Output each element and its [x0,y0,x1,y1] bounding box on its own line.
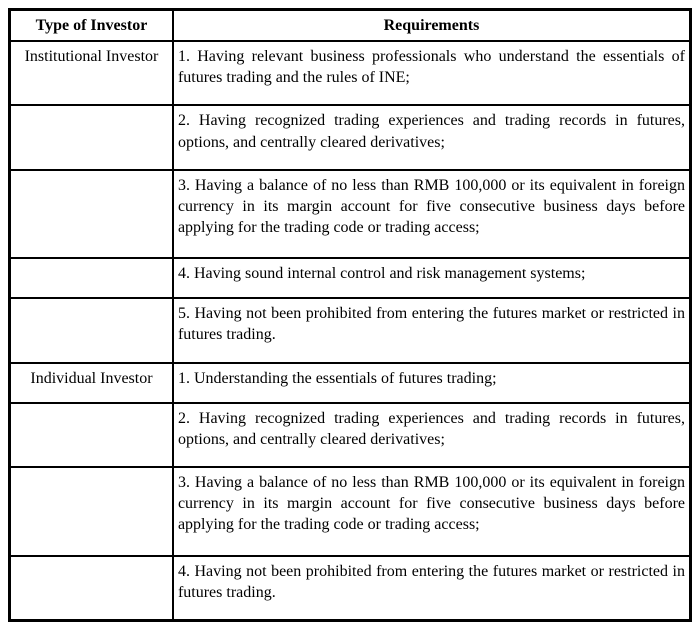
investor-requirements-table [8,8,692,622]
requirement-cell: 2. Having recognized trading experiences and trading records in futures, options, and centrally cleared derivatives; [173,403,691,467]
table-row [10,105,691,169]
requirement-cell: 1. Having relevant business professionals who understand the essentials of futures trading and the rules of INE; [173,41,691,105]
requirement-cell: 4. Having not been prohibited from entering the futures market or restricted in futures trading. [173,556,691,621]
table-row [10,363,691,403]
table-header-row [10,10,691,42]
requirement-cell: 5. Having not been prohibited from entering the futures market or restricted in futures trading. [173,298,691,362]
table-row [10,467,691,555]
requirement-cell: 1. Understanding the essentials of futures trading; [173,363,691,403]
type-of-investor-header: Type of Investor [10,10,173,42]
investor-type-cell [10,556,173,621]
investor-type-cell [10,258,173,298]
requirement-cell: 4. Having sound internal control and risk management systems; [173,258,691,298]
requirement-cell: 3. Having a balance of no less than RMB 100,000 or its equivalent in foreign currency in its margin account for five consecutive business days before applying for the trading code or trading access; [173,170,691,258]
requirement-cell: 3. Having a balance of no less than RMB 100,000 or its equivalent in foreign currency in its margin account for five consecutive business days before applying for the trading code or trading access; [173,467,691,555]
investor-type-cell [10,105,173,169]
investor-type-cell [10,403,173,467]
table-row [10,556,691,621]
requirements-header: Requirements [173,10,691,42]
table-row [10,298,691,362]
investor-type-cell [10,298,173,362]
requirement-cell: 2. Having recognized trading experiences and trading records in futures, options, and centrally cleared derivatives; [173,105,691,169]
investor-type-cell [10,170,173,258]
table-row [10,170,691,258]
table-row [10,258,691,298]
table-row [10,403,691,467]
table-row [10,41,691,105]
investor-type-cell [10,467,173,555]
investor-type-cell: Individual Investor [10,363,173,403]
investor-type-cell: Institutional Investor [10,41,173,105]
